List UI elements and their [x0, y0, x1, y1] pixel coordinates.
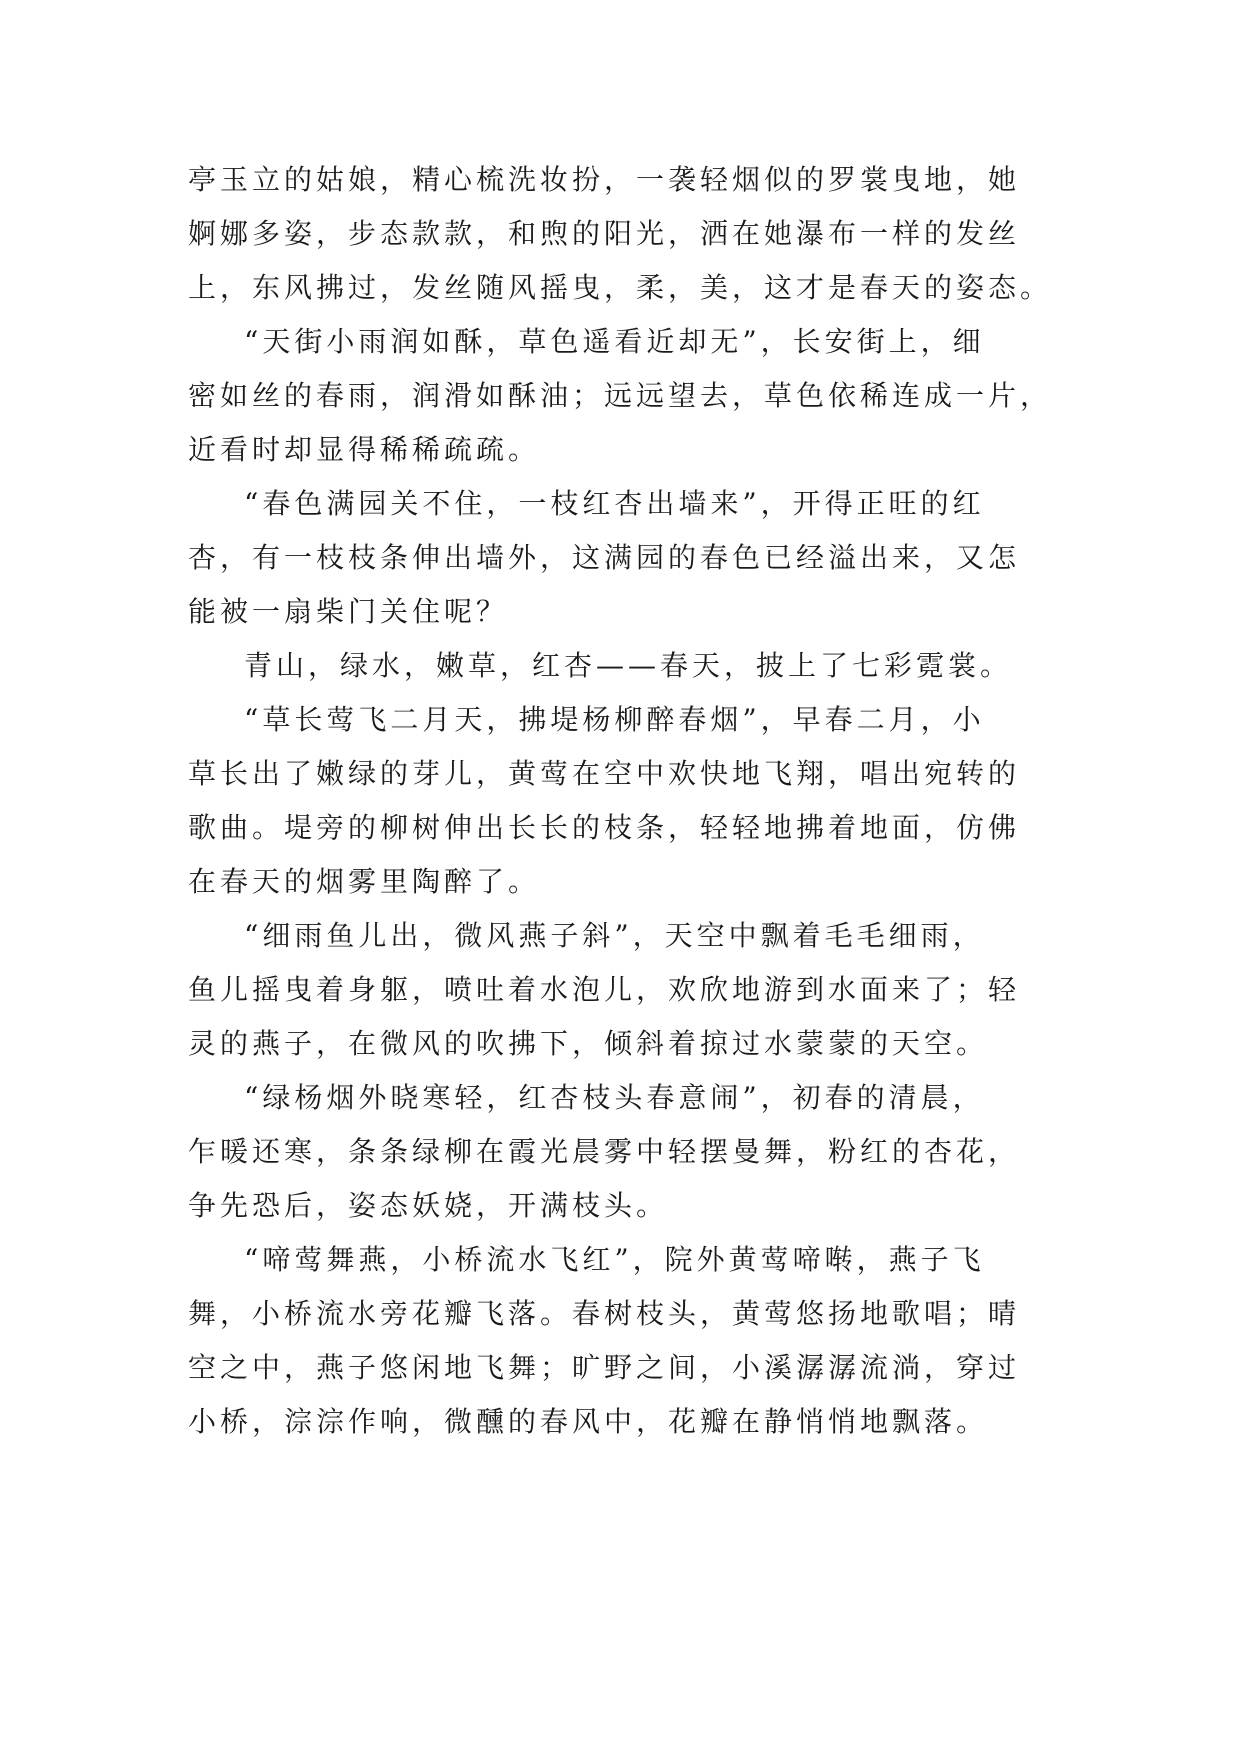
text-line: 草长出了嫩绿的芽儿，黄莺在空中欢快地飞翔，唱出宛转的 — [188, 757, 1021, 790]
paragraph-first-line: “草长莺飞二月天，拂堤杨柳醉春烟”，早春二月，小 — [244, 703, 985, 736]
paragraph-first-line: 青山，绿水，嫩草，红杏——春天，披上了七彩霓裳。 — [244, 649, 1013, 682]
text-line: 舞，小桥流水旁花瓣飞落。春树枝头，黄莺悠扬地歌唱；晴 — [188, 1297, 1021, 1330]
text-line: 争先恐后，姿态妖娆，开满枝头。 — [188, 1189, 669, 1222]
text-line: 鱼儿摇曳着身躯，喷吐着水泡儿，欢欣地游到水面来了；轻 — [188, 973, 1021, 1006]
text-line: 杏，有一枝枝条伸出墙外，这满园的春色已经溢出来，又怎 — [188, 541, 1021, 574]
paragraph-first-line: “绿杨烟外晓寒轻，红杏枝头春意闹”，初春的清晨， — [244, 1081, 985, 1114]
text-line: 小桥，淙淙作响，微醺的春风中，花瓣在静悄悄地飘落。 — [188, 1405, 989, 1438]
text-line: 灵的燕子，在微风的吹拂下，倾斜着掠过水蒙蒙的天空。 — [188, 1027, 989, 1060]
paragraph-first-line: “天街小雨润如酥，草色遥看近却无”，长安街上，细 — [244, 325, 985, 358]
text-line: 上，东风拂过，发丝随风摇曳，柔，美，这才是春天的姿态。 — [188, 271, 1053, 304]
text-line: 婀娜多姿，步态款款，和煦的阳光，洒在她瀑布一样的发丝 — [188, 217, 1021, 250]
text-line: 亭玉立的姑娘，精心梳洗妆扮，一袭轻烟似的罗裳曳地，她 — [188, 163, 1021, 196]
text-line: 空之中，燕子悠闲地飞舞；旷野之间，小溪潺潺流淌，穿过 — [188, 1351, 1021, 1384]
text-line: 在春天的烟雾里陶醉了。 — [188, 865, 541, 898]
paragraph-first-line: “细雨鱼儿出，微风燕子斜”，天空中飘着毛毛细雨， — [244, 919, 985, 952]
text-line: 歌曲。堤旁的柳树伸出长长的枝条，轻轻地拂着地面，仿佛 — [188, 811, 1021, 844]
paragraph-first-line: “春色满园关不住，一枝红杏出墙来”，开得正旺的红 — [244, 487, 985, 520]
text-line: 密如丝的春雨，润滑如酥油；远远望去，草色依稀连成一片， — [188, 379, 1053, 412]
text-line: 乍暖还寒，条条绿柳在霞光晨雾中轻摆曼舞，粉红的杏花， — [188, 1135, 1021, 1168]
text-line: 近看时却显得稀稀疏疏。 — [188, 433, 541, 466]
text-line: 能被一扇柴门关住呢？ — [188, 595, 509, 628]
paragraph-first-line: “啼莺舞燕，小桥流水飞红”，院外黄莺啼啭，燕子飞 — [244, 1243, 985, 1276]
